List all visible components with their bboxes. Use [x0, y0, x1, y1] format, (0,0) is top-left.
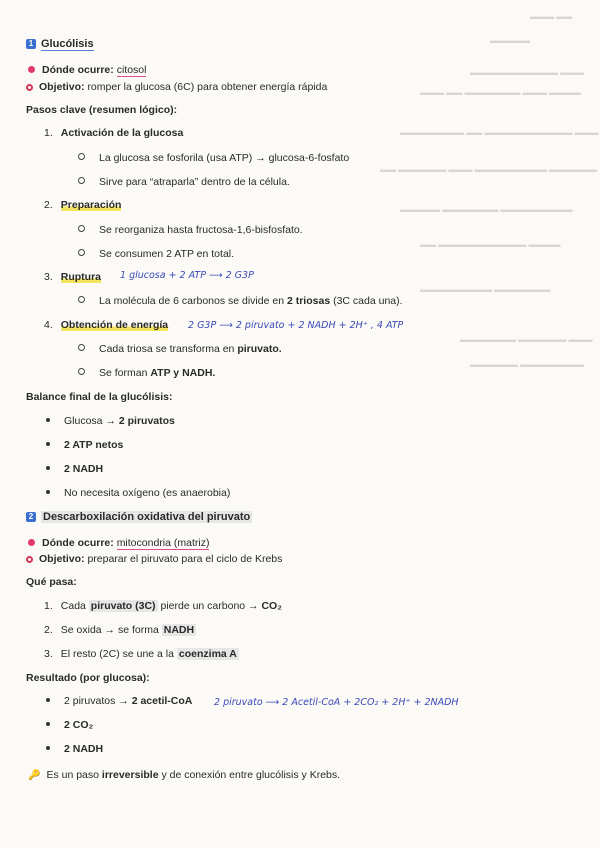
objective-label: Objetivo: — [39, 81, 85, 93]
step-title: Obtención de energía — [60, 319, 169, 331]
step-detail — [78, 295, 403, 307]
process-step — [44, 600, 282, 612]
step-detail — [78, 152, 349, 164]
step-number: 2. — [44, 624, 53, 636]
bullet-icon — [78, 368, 85, 375]
result-item — [46, 719, 93, 731]
bullet-icon — [46, 746, 50, 750]
bullet-icon — [78, 296, 85, 303]
bleed-through-text: ▬▬▬▬▬▬▬ ▬▬▬▬▬▬ ▬▬▬ — [460, 335, 593, 344]
section-title-text: Glucólisis — [41, 38, 94, 50]
key-note — [28, 769, 340, 781]
objective-line — [26, 553, 282, 565]
step-item — [44, 271, 101, 283]
bullet-icon — [78, 249, 85, 256]
objective-text: romper la glucosa (6C) para obtener energía rápida — [87, 81, 328, 93]
step-item — [44, 319, 168, 331]
location-label: Dónde ocurre: — [42, 64, 114, 76]
bullet-icon — [46, 418, 50, 422]
bleed-through-text: ▬▬▬ ▬▬ — [530, 12, 573, 21]
step-detail — [78, 343, 282, 355]
step-detail-text: Se reorganiza hasta fructosa-1,6-bisfosfato. — [99, 224, 303, 236]
note-text: Es un paso — [46, 769, 102, 781]
bleed-through-text: ▬▬▬▬▬▬▬▬▬ ▬▬▬▬▬▬▬ — [420, 285, 551, 294]
bleed-through-text: ▬▬▬▬▬▬▬▬▬▬▬ ▬▬▬ — [470, 68, 585, 77]
location-line — [28, 537, 209, 549]
bleed-through-text: ▬▬▬▬▬ — [490, 36, 530, 45]
step-detail — [78, 248, 234, 260]
step-detail-text: Sirve para “atraparla” dentro de la célula. — [99, 176, 290, 188]
step-number: 3. — [44, 648, 53, 660]
bullet-icon — [46, 466, 50, 470]
bleed-through-text: ▬▬▬▬▬▬ ▬▬▬▬▬▬▬▬ — [470, 360, 585, 369]
balance-bold: 2 ATP netos — [64, 439, 124, 451]
step-detail-bold: piruvato. — [237, 343, 282, 355]
step-number: 3. — [44, 271, 53, 283]
step-title: Ruptura — [60, 271, 102, 283]
result-bold: 2 acetil-CoA — [131, 695, 193, 707]
balance-text: Glucosa → — [64, 415, 119, 427]
section-number-badge: 1 — [26, 39, 36, 49]
balance-item — [46, 439, 123, 451]
section-2-title — [26, 511, 252, 523]
step-number: 1. — [44, 600, 53, 612]
result-text: 2 piruvatos → — [64, 695, 132, 707]
location-value: mitocondria (matriz) — [116, 537, 210, 549]
step-detail-text: Se forman — [99, 367, 151, 379]
process-bold: piruvato (3C) — [90, 600, 156, 612]
step-number: 2. — [44, 199, 53, 211]
key-icon: 🔑 — [28, 770, 41, 781]
process-text: pierde un carbono → — [157, 600, 262, 612]
step-detail-text: La molécula de 6 carbonos se divide en — [99, 295, 287, 307]
handwritten-equation: 2 piruvato ⟶ 2 Acetil-CoA + 2CO₂ + 2H⁺ + 2NADH — [214, 697, 459, 708]
note-bold: irreversible — [101, 769, 159, 781]
pin-icon — [28, 66, 35, 73]
bullet-icon — [78, 153, 85, 160]
bullet-icon — [46, 442, 50, 446]
target-icon — [26, 84, 33, 91]
balance-text: No necesita oxígeno (es anaerobia) — [64, 487, 231, 499]
section-number-badge: 2 — [26, 512, 36, 522]
result-bold: 2 CO₂ — [64, 719, 94, 731]
bullet-icon — [78, 225, 85, 232]
step-item — [44, 199, 121, 211]
result-bold: 2 NADH — [64, 743, 104, 755]
bullet-icon — [46, 490, 50, 494]
step-detail-bold: ATP y NADH. — [150, 367, 216, 379]
result-item — [46, 695, 192, 707]
balance-heading: Balance final de la glucólisis: — [26, 391, 173, 403]
process-bold: NADH — [163, 624, 195, 636]
step-title: Activación de la glucosa — [60, 127, 184, 139]
balance-item — [46, 463, 103, 475]
process-step — [44, 624, 196, 636]
step-detail-text: La glucosa se fosforila (usa ATP) → glucosa-6-fosfato — [99, 152, 350, 164]
section-title-text: Descarboxilación oxidativa del piruvato — [43, 511, 251, 523]
step-detail — [78, 224, 303, 236]
bleed-through-text: ▬▬▬▬▬ ▬▬▬▬▬▬▬ ▬▬▬▬▬▬▬▬▬ — [400, 205, 573, 214]
bullet-icon — [78, 344, 85, 351]
step-item — [44, 127, 183, 139]
balance-item — [46, 487, 230, 499]
objective-text: preparar el piruvato para el ciclo de Krebs — [87, 553, 283, 565]
step-number: 4. — [44, 319, 53, 331]
step-detail — [78, 176, 290, 188]
balance-item — [46, 415, 175, 427]
step-number: 1. — [44, 127, 53, 139]
step-detail-text: (3C cada una). — [330, 295, 403, 307]
step-detail-text: Se consumen 2 ATP en total. — [99, 248, 235, 260]
balance-bold: 2 NADH — [64, 463, 104, 475]
objective-label: Objetivo: — [39, 553, 85, 565]
process-bold: CO₂ — [261, 600, 282, 612]
result-item — [46, 743, 103, 755]
balance-bold: 2 piruvatos — [118, 415, 175, 427]
bullet-icon — [78, 177, 85, 184]
location-value: citosol — [116, 64, 147, 76]
pin-icon — [28, 539, 35, 546]
section-1-title — [26, 38, 94, 50]
note-text: y de conexión entre glucólisis y Krebs. — [158, 769, 341, 781]
handwritten-equation: 1 glucosa + 2 ATP ⟶ 2 G3P — [120, 270, 254, 281]
step-detail-text: Cada triosa se transforma en — [99, 343, 238, 355]
bullet-icon — [46, 722, 50, 726]
handwritten-equation: 2 G3P ⟶ 2 piruvato + 2 NADH + 2H⁺ , 4 ATP — [188, 320, 404, 331]
bleed-through-text: ▬▬ ▬▬▬▬▬▬ ▬▬▬ ▬▬▬▬▬▬▬▬▬ ▬▬▬▬▬▬ — [380, 165, 597, 174]
what-happens-heading: Qué pasa: — [26, 576, 77, 588]
process-text: Se oxida → se forma — [60, 624, 162, 636]
bleed-through-text: ▬▬ ▬▬▬▬▬▬▬▬▬▬▬ ▬▬▬▬ — [420, 240, 561, 249]
process-text: Cada — [60, 600, 89, 612]
bleed-through-text: ▬▬▬▬▬▬▬▬ ▬▬ ▬▬▬▬▬▬▬▬▬▬▬ ▬▬▬ — [400, 128, 599, 137]
location-line — [28, 64, 146, 76]
process-text: El resto (2C) se une a la — [60, 648, 177, 660]
bleed-through-text: ▬▬▬ ▬▬ ▬▬▬▬▬▬▬ ▬▬▬ ▬▬▬▬ — [420, 88, 581, 97]
target-icon — [26, 556, 33, 563]
result-heading: Resultado (por glucosa): — [26, 672, 150, 684]
process-step — [44, 648, 239, 660]
step-detail-bold: 2 triosas — [286, 295, 331, 307]
step-detail — [78, 367, 215, 379]
objective-line — [26, 81, 327, 93]
bullet-icon — [46, 698, 50, 702]
step-title: Preparación — [60, 199, 122, 211]
process-bold: coenzima A — [178, 648, 237, 660]
steps-heading: Pasos clave (resumen lógico): — [26, 104, 178, 116]
location-label: Dónde ocurre: — [42, 537, 114, 549]
